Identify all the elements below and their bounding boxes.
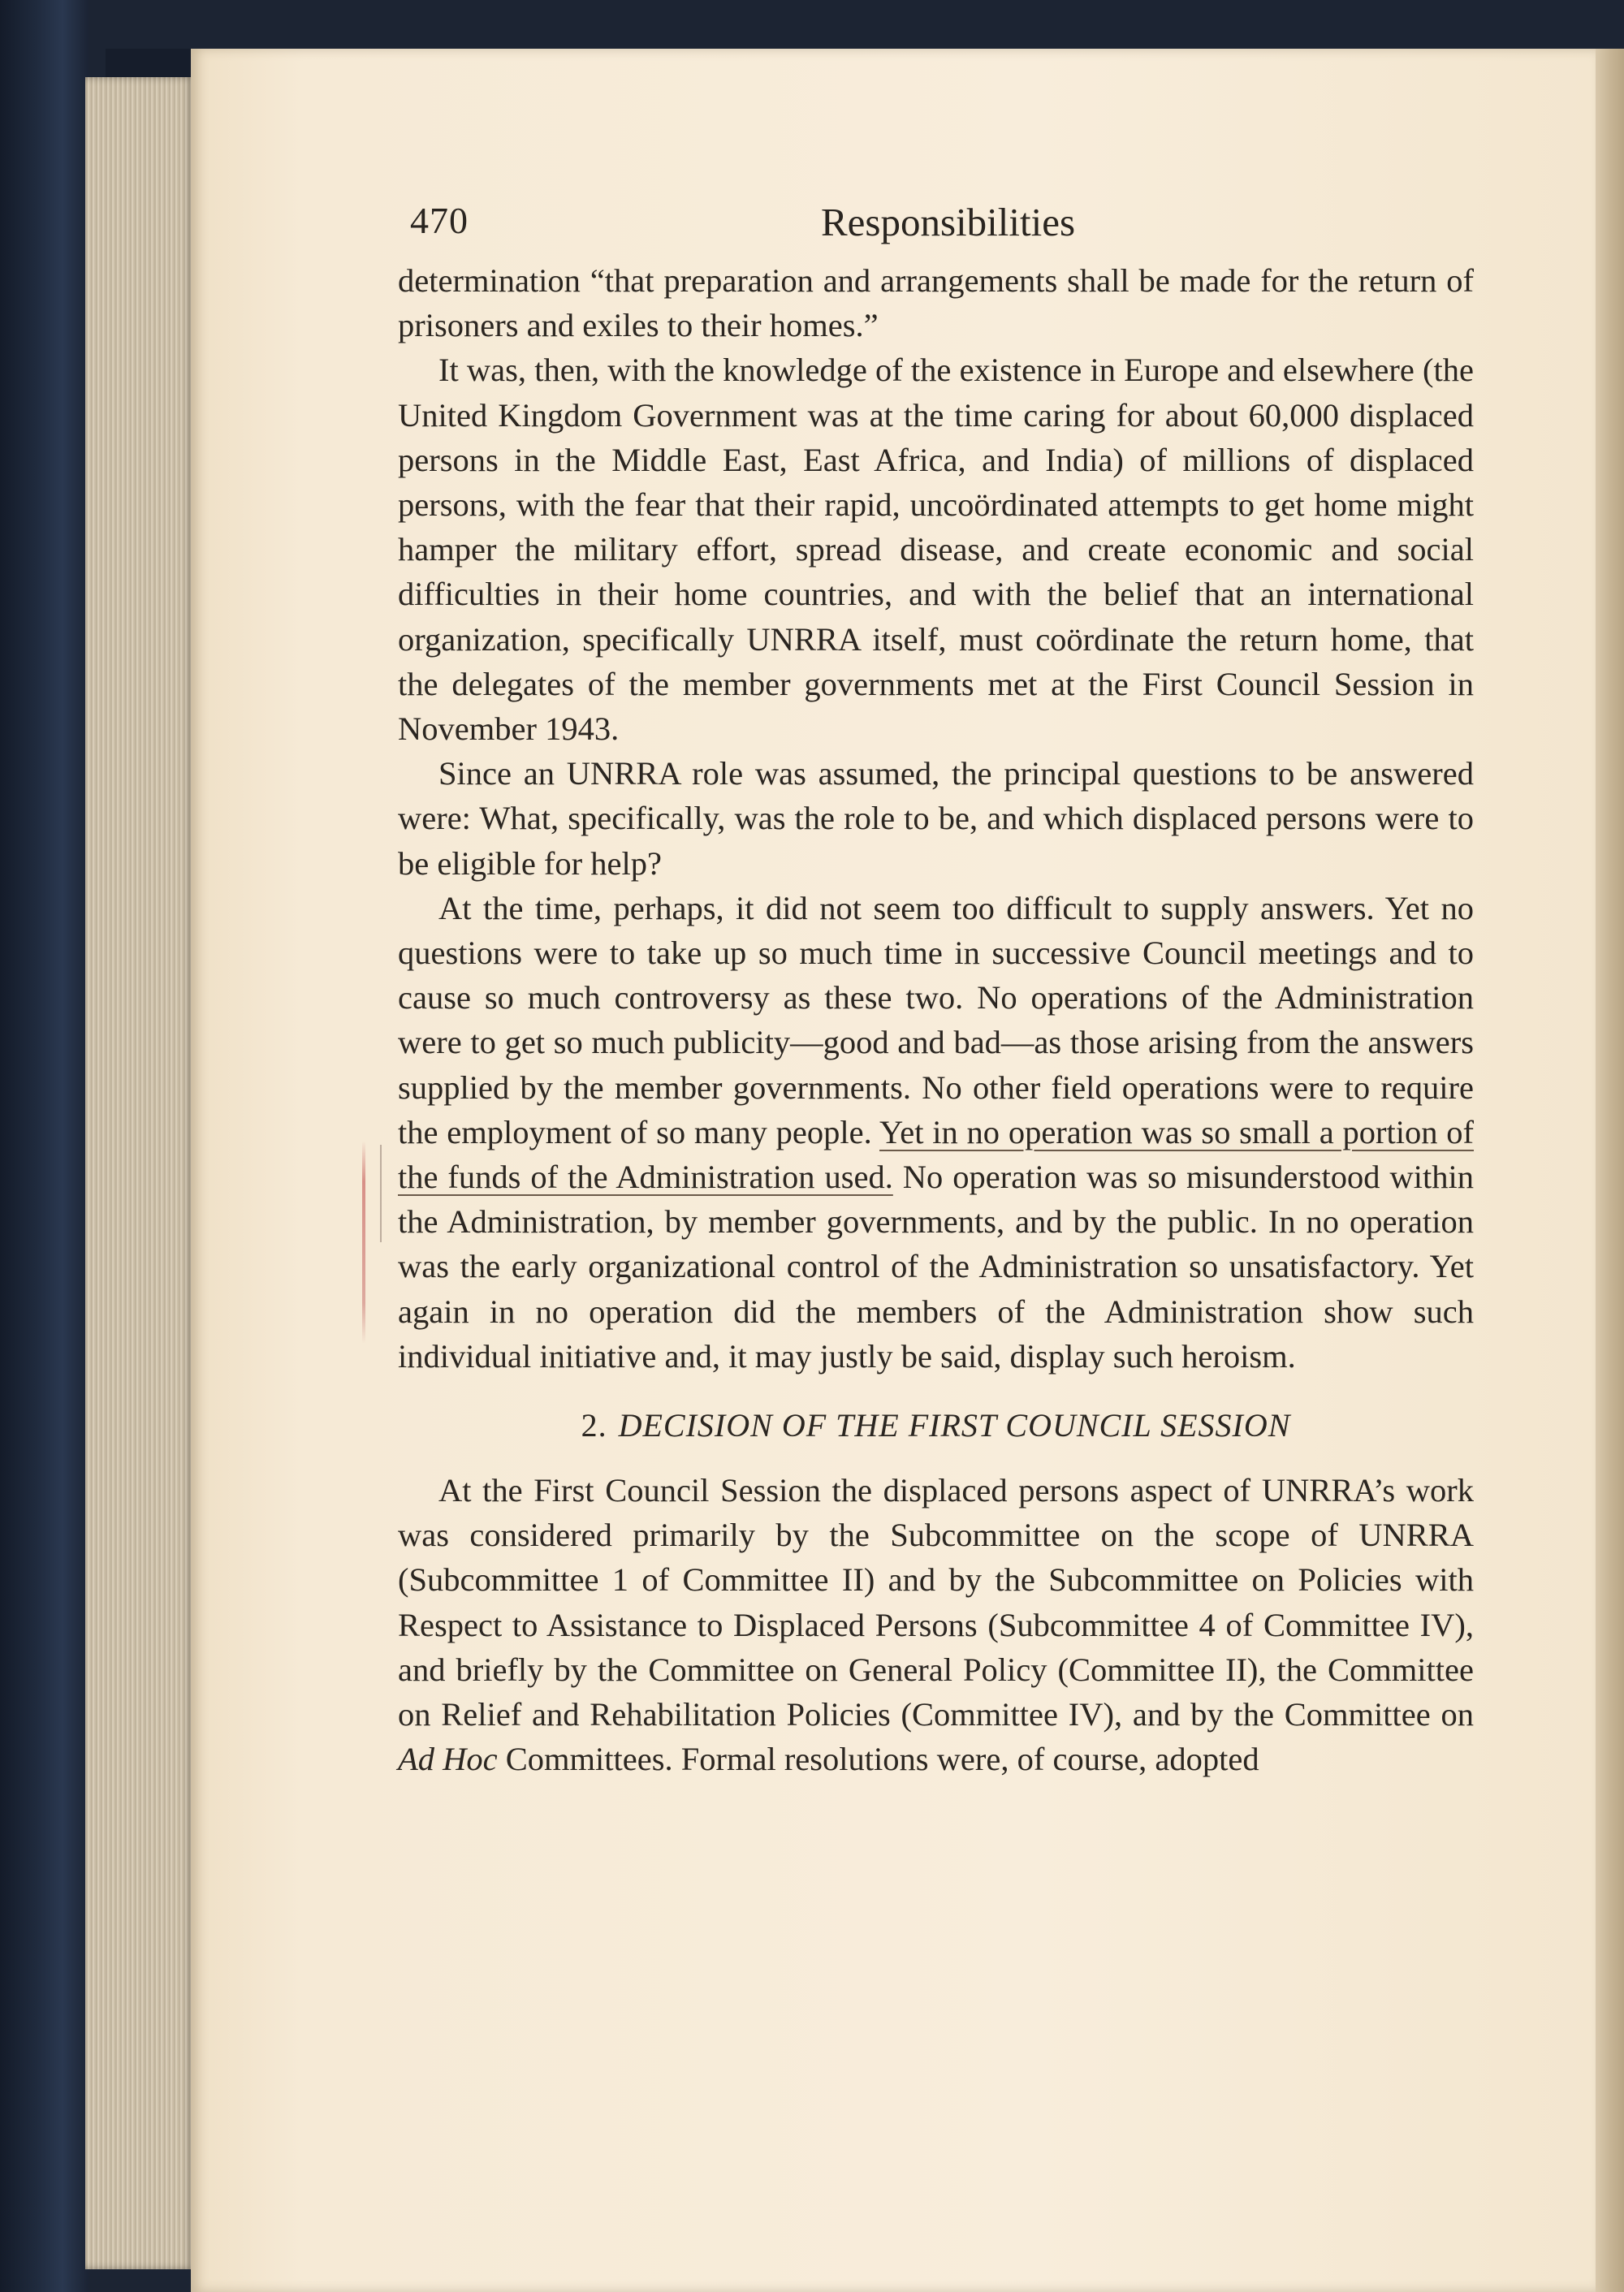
paragraph-4-part-b: No operation was so misunderstood within the Administration, by member governments, and by the public. In no operation was the early organizational control of the Administration so unsatisfactory. Yet again in no operation did the members of the Administration show such individual initiative and, it may justly be said, display such heroism.: [398, 1159, 1475, 1375]
paragraph-2: It was, then, with the knowledge of the existence in Europe and elsewhere (the United Kingdom Government was at the time caring for about 60,000 displaced persons in the Middle East, East Africa, and India) of millions of displaced persons, with the fear that their rapid, uncoördinated attempts to get home might hamper the military effort, spread disease, and create economic and social difficulties in their home countries, and with the belief that an international organization, specifically UNRRA itself, must coördinate the return home, that the delegates of the member governments met at the First Council Session in November 1943.: [398, 352, 1474, 748]
section-title: DECISION OF THE FIRST COUNCIL SESSION: [618, 1407, 1291, 1444]
paragraph-3: Since an UNRRA role was assumed, the principal questions to be answered were: What, specifically, was the role to be, and which displaced persons were to be eligible for help?: [398, 755, 1474, 882]
paragraph-1: determination “that preparation and arrangements shall be made for the return of prisoners and exiles to their homes.”: [398, 262, 1474, 344]
running-head: Responsibilities: [820, 200, 1076, 244]
page-edges: [85, 77, 195, 2269]
paragraph-4-part-a: At the time, perhaps, it did not seem too difficult to supply answers. Yet no questions were to take up so much time in successive Council meetings and to cause so much controversy as these two. No operations of the Administration were to get so much publicity—good and bad—as those arising from the answers supplied by the member governments. No other field operations were to require the employment of so many people.: [398, 889, 1474, 1150]
pencil-margin-mark: [362, 1141, 365, 1344]
page-number: 470: [410, 200, 469, 241]
body-text: [398, 258, 1474, 1782]
page-right-edge: [1596, 49, 1624, 2292]
book-binding: [0, 0, 89, 2292]
page-header: [410, 199, 1486, 256]
section-heading: [398, 1401, 1474, 1450]
paragraph-5-part-b: Committees. Formal resolutions were, of course, adopted: [505, 1741, 1259, 1778]
section-number: 2.: [581, 1407, 607, 1444]
paragraph-5-part-a: At the First Council Session the displaced persons aspect of UNRRA’s work was considered primarily by the Subcommittee on the scope of UNRRA (Subcommittee 1 of Committee II) and by the Subcommittee on Policies with Respect to Assistance to Displaced Persons (Subcommittee 4 of Committee IV), and briefly by the Committee on General Policy (Committee II), the Committee on Relief and Rehabilitation Policies (Committee IV), and by the Committee on: [398, 1472, 1474, 1733]
italic-ad-hoc: Ad Hoc: [398, 1741, 498, 1778]
underlined-sentence: Yet in no operation was so small a portion of the funds of the Administration used.: [398, 1113, 1475, 1196]
paragraph-4: [398, 886, 1474, 1379]
paragraph-5: [398, 1468, 1474, 1781]
pencil-margin-mark-secondary: [380, 1145, 382, 1242]
